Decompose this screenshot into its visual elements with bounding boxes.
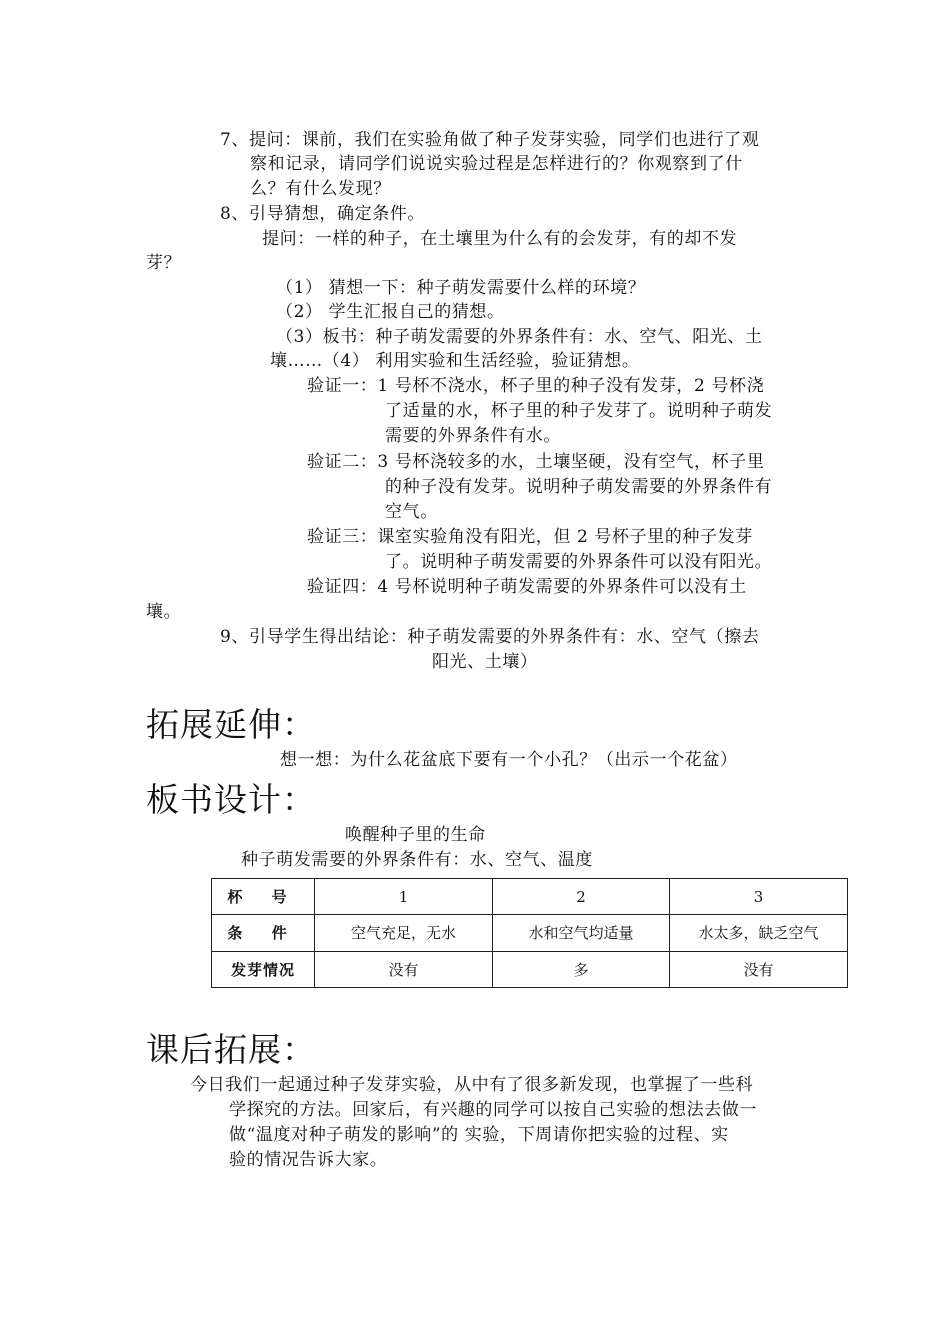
cup-number-cell: 3 — [670, 879, 848, 915]
step7-line3: 么？有什么发现？ — [250, 179, 391, 199]
verify4-line2: 壤。 — [146, 602, 182, 622]
step8-question-line1: 提问：一样的种子，在土壤里为什么有的会发芽，有的却不发 — [262, 229, 738, 249]
row-header-cup: 杯 号 — [212, 879, 315, 915]
step7-line1: 7、提问：课前，我们在实验角做了种子发芽实验，同学们也进行了观 — [220, 130, 760, 150]
result-cell: 没有 — [315, 951, 493, 987]
verify2-line3: 空气。 — [385, 502, 438, 522]
step9-line1: 9、引导学生得出结论：种子萌发需要的外界条件有：水、空气（擦去 — [220, 627, 760, 647]
condition-cell: 水和空气均适量 — [493, 915, 670, 951]
verify1-line1: 验证一：1 号杯不浇水，杯子里的种子没有发芽，2 号杯浇 — [307, 376, 765, 396]
step8-item3-line1: （3）板书：种子萌发需要的外界条件有：水、空气、阳光、土 — [276, 327, 763, 347]
homework-line4: 验的情况告诉大家。 — [229, 1150, 388, 1170]
step7-line2: 察和记录，请同学们说说实验过程是怎样进行的？你观察到了什 — [250, 154, 743, 174]
step8-item2: （2） 学生汇报自己的猜想。 — [276, 302, 505, 322]
board-heading: 板书设计： — [146, 780, 316, 819]
extension-text: 想一想：为什么花盆底下要有一个小孔？（出示一个花盆） — [280, 750, 738, 770]
extension-heading: 拓展延伸： — [146, 705, 316, 744]
homework-line2: 学探究的方法。回家后，有兴趣的同学可以按自己实验的想法去做一 — [229, 1100, 757, 1120]
homework-heading: 课后拓展： — [146, 1030, 316, 1069]
condition-cell: 水太多，缺乏空气 — [670, 915, 848, 951]
row-header-condition: 条 件 — [212, 915, 315, 951]
homework-line3: 做“温度对种子萌发的影响”的 实验，下周请你把实验的过程、实 — [229, 1125, 729, 1145]
board-title: 唤醒种子里的生命 — [345, 825, 486, 845]
homework-line1: 今日我们一起通过种子发芽实验，从中有了很多新发现，也掌握了一些科 — [190, 1075, 754, 1095]
cup-number-cell: 2 — [493, 879, 670, 915]
row-header-result: 发芽情况 — [212, 951, 315, 987]
table-row — [212, 951, 848, 987]
result-cell: 多 — [493, 951, 670, 987]
condition-cell: 空气充足，无水 — [315, 915, 493, 951]
verify2-line1: 验证二：3 号杯浇较多的水，土壤坚硬，没有空气，杯子里 — [307, 452, 765, 472]
verify2-line2: 的种子没有发芽。说明种子萌发需要的外界条件有 — [385, 477, 773, 497]
verify1-line3: 需要的外界条件有水。 — [385, 426, 561, 446]
verify1-line2: 了适量的水，杯子里的种子发芽了。说明种子萌发 — [385, 401, 773, 421]
table-row — [212, 915, 848, 951]
table-row — [212, 879, 848, 915]
step8-item3-line2: 壤……（4） 利用实验和生活经验，验证猜想。 — [270, 351, 640, 371]
board-subtitle: 种子萌发需要的外界条件有：水、空气、温度 — [241, 850, 593, 870]
cup-number-cell: 1 — [315, 879, 493, 915]
step8-title: 8、引导猜想，确定条件。 — [220, 204, 426, 224]
verify3-line2: 了。说明种子萌发需要的外界条件可以没有阳光。 — [385, 552, 773, 572]
experiment-table — [211, 878, 848, 988]
step8-question-line2: 芽？ — [146, 253, 182, 273]
verify4-line1: 验证四：4 号杯说明种子萌发需要的外界条件可以没有土 — [307, 577, 747, 597]
result-cell: 没有 — [670, 951, 848, 987]
verify3-line1: 验证三：课室实验角没有阳光，但 2 号杯子里的种子发芽 — [307, 527, 753, 547]
step8-item1: （1） 猜想一下：种子萌发需要什么样的环境？ — [276, 278, 646, 298]
step9-line2: 阳光、土壤） — [432, 652, 538, 672]
